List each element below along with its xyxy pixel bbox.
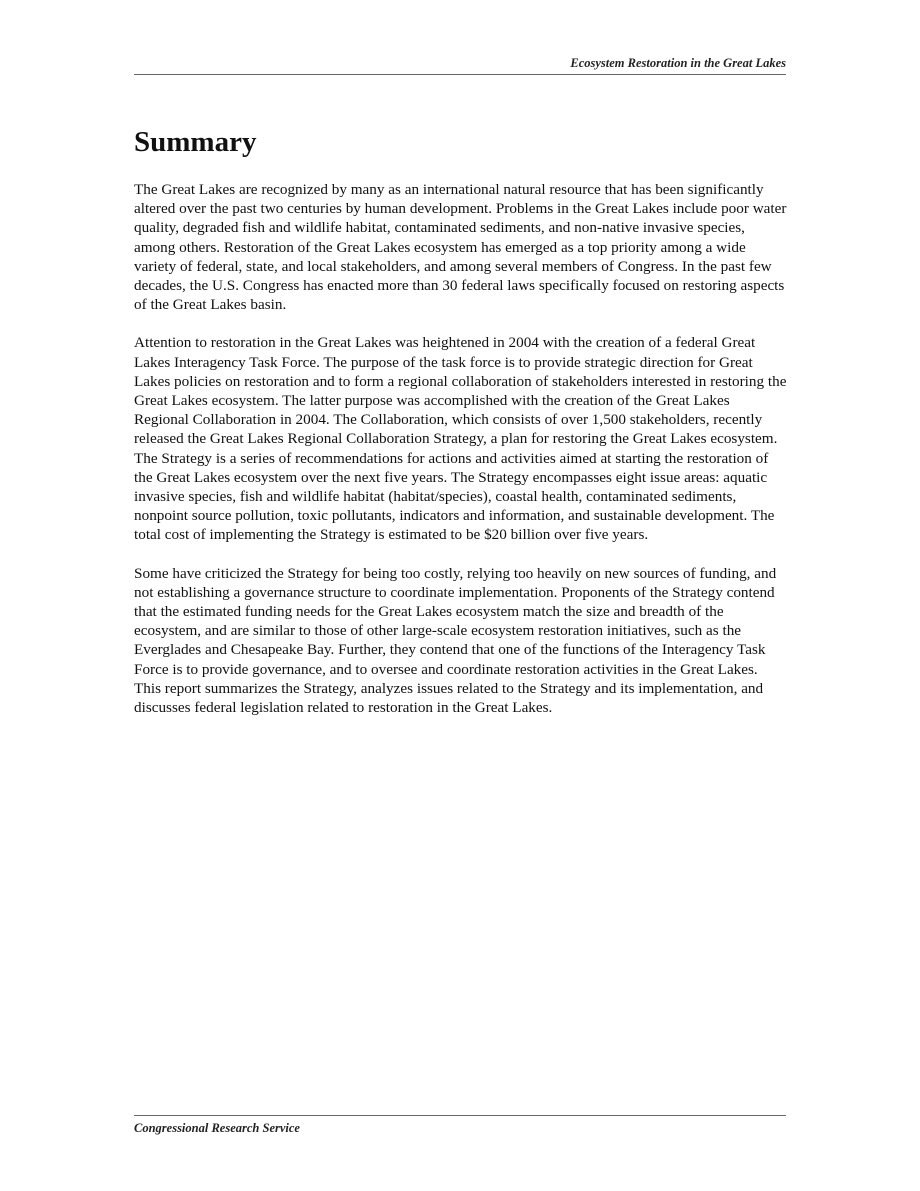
- summary-paragraph-2: Attention to restoration in the Great Lakes was heightened in 2004 with the creation of a federal Great Lakes Interagency Task Force. The purpose of the task force is to provide strategic direction for Great Lakes policies on restoration and to form a regional collaboration of stakeholders interested in restoring the Great Lakes ecosystem. The latter purpose was accomplished with the creation of the Great Lakes Regional Collaboration in 2004. The Collaboration, which consists of over 1,500 stakeholders, recently released the Great Lakes Regional Collaboration Strategy, a plan for restoring the Great Lakes ecosystem. The Strategy is a series of recommendations for actions and activities aimed at starting the restoration of the Great Lakes ecosystem over the next five years. The Strategy encompasses eight issue areas: aquatic invasive species, fish and wildlife habitat (habitat/species), coastal health, contaminated sediments, nonpoint source pollution, toxic pollutants, indicators and information, and sustainable development. The total cost of implementing the Strategy is estimated to be $20 billion over five years.: [134, 334, 787, 544]
- summary-paragraph-3: Some have criticized the Strategy for being too costly, relying too heavily on new sources of funding, and not establishing a governance structure to coordinate implementation. Proponents of the Strategy contend that the estimated funding needs for the Great Lakes ecosystem match the size and breadth of the ecosystem, and are similar to those of other large-scale ecosystem restoration initiatives, such as the Everglades and Chesapeake Bay. Further, they contend that one of the functions of the Interagency Task Force is to provide governance, and to oversee and coordinate restoration activities in the Great Lakes. This report summarizes the Strategy, analyzes issues related to the Strategy and its implementation, and discusses federal legislation related to restoration in the Great Lakes.: [134, 564, 777, 717]
- running-footer: [134, 1115, 786, 1136]
- summary-paragraph-1: The Great Lakes are recognized by many as an international natural resource that has been significantly altered over the past two centuries by human development. Problems in the Great Lakes include poor water quality, degraded fish and wildlife habitat, contaminated sediments, and non-native invasive species, among others. Restoration of the Great Lakes ecosystem has emerged as a top priority among a wide variety of federal, state, and local stakeholders, and among several members of Congress. In the past few decades, the U.S. Congress has enacted more than 30 federal laws specifically focused on restoring aspects of the Great Lakes basin.: [134, 181, 787, 314]
- summary-body: [134, 180, 788, 736]
- page-title: Summary: [134, 126, 257, 158]
- footer-publisher: Congressional Research Service: [134, 1121, 300, 1135]
- running-header-title: Ecosystem Restoration in the Great Lakes: [570, 56, 786, 70]
- running-header: [134, 55, 786, 75]
